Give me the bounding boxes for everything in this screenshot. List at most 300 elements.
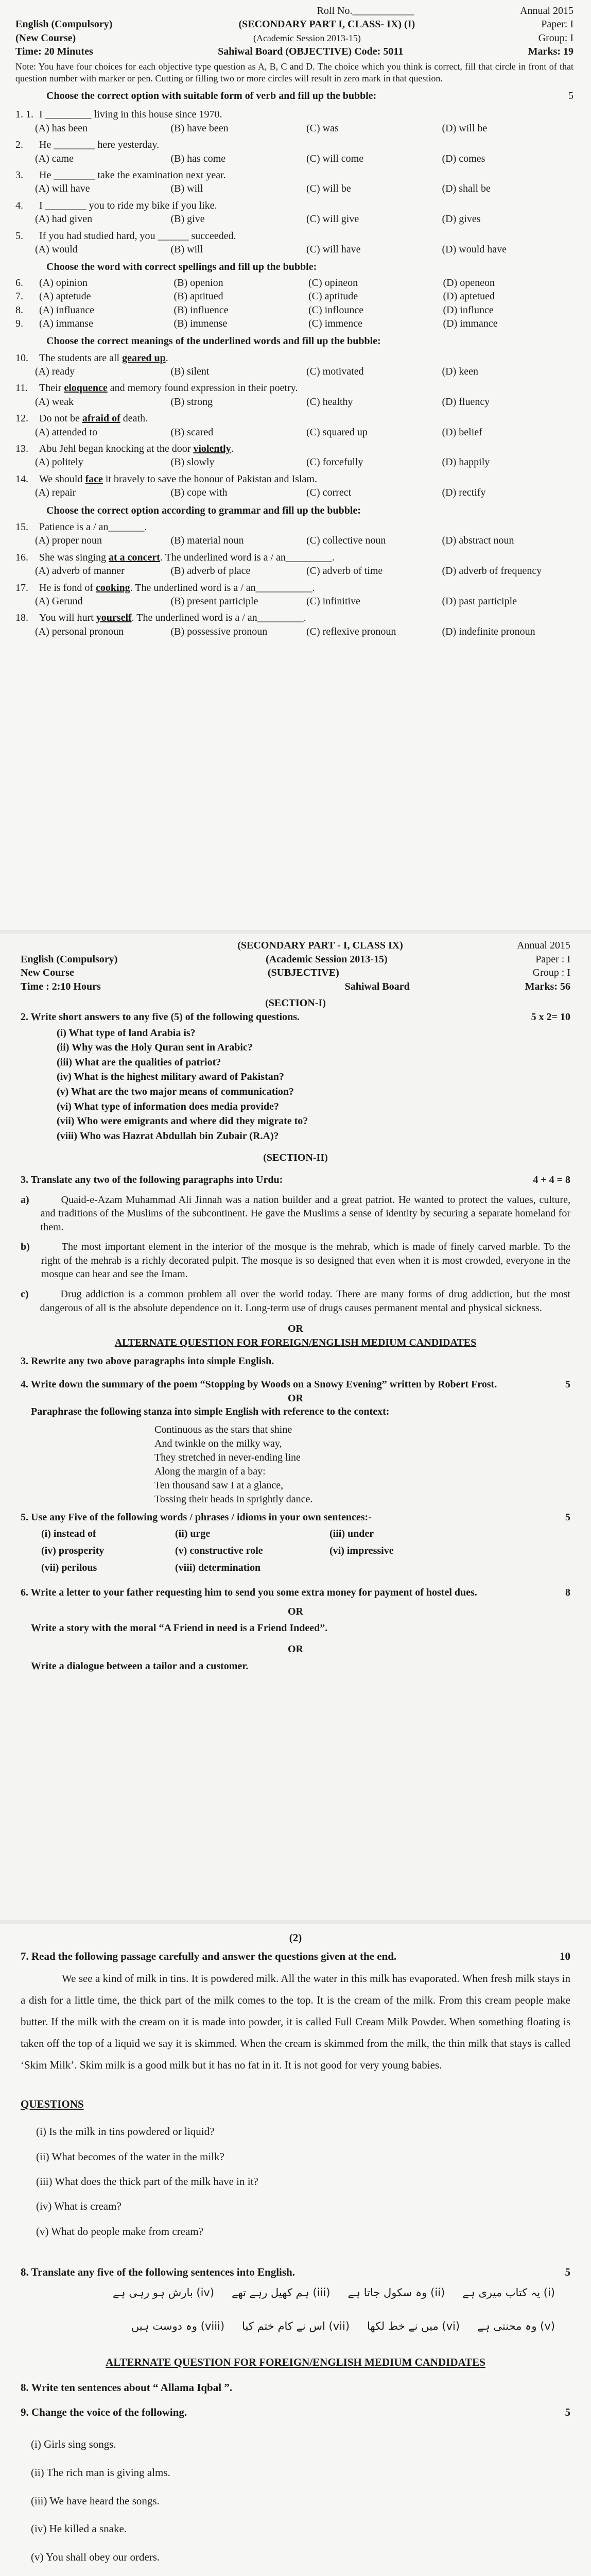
comprehension-question: (ii) What becomes of the water in the milk? [36, 2150, 224, 2163]
options-row [35, 365, 573, 378]
q5-text: 5. Use any Five of the following words / phrases / idioms in your own sentences:- [21, 1511, 372, 1523]
underlined-word: cooking [95, 582, 130, 594]
p2-group: Group : I [532, 967, 570, 979]
option: (D) gives [442, 213, 481, 225]
short-question: (v) What are the two major means of communication? [57, 1086, 294, 1097]
alt-q8: 8. Write ten sentences about “ Allama Iqbal ”. [21, 2381, 233, 2394]
idiom-list [41, 1527, 570, 1574]
question-number: 2. [15, 139, 23, 151]
short-question: (i) What type of land Arabia is? [57, 1027, 196, 1039]
question-number: 6. [15, 277, 23, 289]
subjective-page-2 [0, 1924, 591, 2576]
option: (D) immance [443, 317, 498, 329]
idiom-item: (vii) perilous [41, 1562, 97, 1573]
option: (A) immanse [39, 317, 93, 329]
option: (D) happily [442, 456, 490, 468]
objective-paper-page [0, 0, 591, 930]
question-number: 7. [15, 291, 23, 302]
direction-2: Choose the word with correct spellings and fill up the bubble: [46, 261, 317, 273]
urdu-sentence: (vii) اس نے کام ختم کیا [242, 2319, 350, 2332]
q7-heading [21, 1948, 570, 1964]
question-number: 15. [15, 521, 28, 533]
option: (B) material noun [170, 535, 244, 547]
mcq-item [15, 290, 573, 303]
verb-questions [15, 108, 573, 256]
option: (B) slowly [170, 456, 215, 468]
options-row [35, 122, 573, 135]
voice-sentence: (ii) The rich man is giving alms. [31, 2466, 170, 2479]
session: (Academic Session 2013-15) [253, 32, 361, 43]
q2-heading [21, 1010, 570, 1024]
question-number: 5. [15, 230, 23, 242]
mcq-stem [15, 581, 573, 595]
short-question: (vi) What type of information does media provide? [57, 1100, 280, 1112]
q4-or: OR [288, 1392, 303, 1404]
q3-marks: 4 + 4 = 8 [533, 1174, 570, 1185]
option: (D) abstract noun [442, 535, 514, 547]
question-text: You will hurt yourself. The underlined word is a / an_________. [39, 612, 306, 624]
option: (A) influance [39, 304, 95, 316]
group: Group: I [538, 32, 573, 44]
q2-list [57, 1026, 570, 1143]
poem-line: They stretched in never-ending line [154, 1451, 301, 1463]
option: (B) have been [170, 122, 229, 134]
mcq-item [15, 229, 573, 257]
option: (B) present participle [170, 595, 258, 607]
option: (B) scared [170, 426, 214, 438]
option: (C) motivated [306, 366, 364, 378]
option: (C) was [306, 122, 339, 134]
q4-text: 4. Write down the summary of the poem “Stopping by Woods on a Snowy Evening” written by Robert Frost. [21, 1379, 497, 1391]
options-row [35, 426, 573, 439]
grammar-questions [15, 520, 573, 638]
question-text: Patience is a / an_______. [39, 521, 147, 533]
spelling-questions [15, 276, 573, 331]
option: (A) came [35, 152, 74, 164]
short-question: (vii) Who were emigrants and where did they migrate to? [57, 1115, 308, 1127]
urdu-sentence: (viii) وہ دوست ہیں [131, 2319, 225, 2332]
q7-text: 7. Read the following passage carefully and answer the questions given at the end. [21, 1950, 397, 1963]
questions-list [36, 2119, 570, 2243]
poem-line: Ten thousand saw I at a glance, [154, 1479, 284, 1491]
idiom-item: (v) constructive role [175, 1545, 263, 1556]
option: (C) aptitude [308, 291, 358, 302]
mcq-item [15, 276, 573, 290]
mcq-item [15, 472, 573, 500]
option: (B) strong [170, 396, 213, 408]
option: (D) fluency [442, 396, 490, 408]
mcq-stem [15, 611, 573, 624]
comprehension-question: (v) What do people make from cream? [36, 2225, 203, 2238]
mcq-stem [15, 381, 573, 395]
options-row [35, 595, 573, 608]
option: (D) comes [442, 152, 485, 164]
option: (C) inflounce [308, 304, 364, 316]
question-text: The students are all geared up. [39, 352, 168, 364]
option: (D) openeon [443, 277, 495, 289]
option: (B) influence [173, 304, 229, 316]
translation-paragraph [21, 1193, 570, 1234]
options-row [35, 212, 573, 226]
comprehension-question: (iv) What is cream? [36, 2200, 121, 2213]
mcq-stem [15, 108, 573, 121]
poem-line: And twinkle on the milky way, [154, 1437, 282, 1449]
urdu-sentences [36, 2285, 555, 2334]
mcq-stem [15, 199, 573, 212]
mcq-item [15, 138, 573, 165]
urdu-sentence: (iii) ہم کھیل رہے تھے [232, 2286, 331, 2299]
question-number: 12. [15, 413, 28, 425]
p2-header-2 [21, 953, 570, 967]
question-number: 17. [15, 582, 28, 594]
question-number: 10. [15, 352, 28, 364]
p2-header-1 [21, 939, 570, 953]
reading-passage: We see a kind of milk in tins. It is powdered milk. All the water in this milk has evaporated. When fresh milk stays in a dish for a little time, the thick part of the milk comes to the top. It is the cream of the milk. From this cream people make butter. If the milk with the cream on it is made into powder, it is called Full Cream Milk Powder. When something floating is taken off the top of a liquid we say it is skimmed. When the cream is skimmed from the milk, the thin milk that stays is called ‘Skim Milk’. Skim milk is a good milk but it has no fat in it. It is not good for very young babies. [21, 1972, 570, 2071]
mcq-item [15, 199, 573, 226]
underlined-word: afraid of [82, 413, 120, 425]
underlined-word: violently [193, 443, 231, 455]
voice-sentence: (iv) He killed a snake. [31, 2522, 127, 2535]
option: (B) give [170, 213, 205, 225]
option: (D) rectify [442, 487, 486, 499]
option: (B) immense [173, 317, 228, 329]
paragraph-label: a) [21, 1194, 29, 1206]
q8-heading [21, 2264, 570, 2280]
alternate-heading: ALTERNATE QUESTION FOR FOREIGN/ENGLISH MEDIUM CANDIDATES [114, 1336, 477, 1348]
p2-new-course: New Course [21, 967, 74, 979]
option: (C) adverb of time [306, 565, 383, 577]
urdu-sentence: (iv) بارش ہو رہی ہے [112, 2286, 215, 2299]
idiom-item: (iii) under [329, 1528, 374, 1540]
option: (B) silent [170, 366, 210, 378]
options-row [35, 395, 573, 409]
question-number: 11. [15, 382, 28, 394]
q3-heading [21, 1173, 570, 1187]
roll-no: Roll No.____________ [317, 5, 414, 16]
idiom-item: (i) instead of [41, 1528, 96, 1540]
question-number: 16. [15, 551, 28, 563]
options-row [35, 455, 573, 469]
option: (C) squared up [306, 426, 368, 438]
meaning-questions [15, 351, 573, 500]
short-question: (viii) Who was Hazrat Abdullah bin Zubair (R.A)? [57, 1130, 279, 1142]
option: (A) Gerund [35, 595, 83, 607]
poem-stanza [154, 1423, 570, 1506]
options-row [15, 276, 573, 290]
question-number: 1. 1. [15, 109, 33, 121]
annual-label: Annual 2015 [520, 5, 573, 16]
time: Time: 20 Minutes [15, 46, 93, 58]
question-number: 14. [15, 473, 28, 485]
urdu-sentence: (v) وہ محنتی ہے [477, 2319, 555, 2332]
idiom-item: (vi) impressive [329, 1545, 394, 1556]
option: (A) personal pronoun [35, 625, 124, 637]
section-2-heading: (SECTION-II) [263, 1152, 328, 1164]
comprehension-question: (i) Is the milk in tins powdered or liquid? [36, 2125, 215, 2138]
option: (A) had given [35, 213, 93, 225]
question-number: 8. [15, 304, 23, 316]
poem-line: Continuous as the stars that shine [154, 1423, 292, 1435]
option: (C) healthy [306, 396, 353, 408]
q9-heading [21, 2404, 570, 2420]
mcq-stem [15, 442, 573, 455]
underlined-word: geared up [122, 352, 166, 364]
subject: English (Compulsory) [15, 19, 113, 30]
header-row-4 [15, 45, 573, 58]
p2-session: (Academic Session 2013-15) [265, 953, 388, 965]
urdu-sentence: (ii) وہ سکول جاتا ہے [347, 2286, 445, 2299]
paragraph-label: c) [21, 1289, 29, 1300]
questions-heading: QUESTIONS [21, 2097, 84, 2110]
option: (A) would [35, 243, 78, 255]
mcq-stem [15, 551, 573, 564]
option: (A) politely [35, 456, 83, 468]
option: (A) repair [35, 487, 76, 499]
paragraphs [21, 1193, 570, 1315]
subjective-paper-page [0, 934, 591, 1920]
option: (C) will come [306, 152, 364, 164]
q6-text: 6. Write a letter to your father requesting him to send you some extra money for payment of hostel dues. [21, 1587, 477, 1599]
options-row [35, 625, 573, 638]
short-question: (ii) Why was the Holy Quran sent in Arabic? [57, 1042, 253, 1054]
or-label: OR [288, 1323, 303, 1335]
q9-marks: 5 [565, 2405, 570, 2418]
option: (B) will [170, 243, 203, 255]
option: (B) has come [170, 152, 226, 164]
option: (C) will be [306, 183, 351, 195]
option: (A) proper noun [35, 535, 102, 547]
section-1-heading: (SECTION-I) [265, 997, 326, 1009]
p2-title: (SECONDARY PART - I, CLASS IX) [237, 940, 403, 951]
mcq-item [15, 168, 573, 196]
q6-heading [21, 1586, 570, 1600]
q6-story: Write a story with the moral “A Friend in need is a Friend Indeed”. [31, 1622, 328, 1634]
translation-paragraph [21, 1287, 570, 1315]
mcq-item [15, 551, 573, 578]
mcq-item [15, 581, 573, 608]
paragraph-text: Drug addiction is a common problem all over the world today. There are many forms of drug addiction, but the most dangerous of all is the absolute dependence on it. Long-term use of drugs causes permanent mental and physical sickness. [40, 1289, 570, 1314]
option: (D) adverb of frequency [442, 565, 542, 577]
question-text: Do not be afraid of death. [39, 413, 148, 425]
option: (D) would have [442, 243, 507, 255]
question-text: I _________ living in this house since 1970. [39, 109, 222, 121]
short-question: (iv) What is the highest military award of Pakistan? [57, 1071, 284, 1083]
direction-4: Choose the correct option according to grammar and fill up the bubble: [46, 504, 361, 516]
mcq-item [15, 351, 573, 379]
idiom-item: (viii) determination [175, 1562, 261, 1573]
option: (A) has been [35, 122, 88, 134]
p2-board: Sahiwal Board [344, 980, 410, 992]
q2-marks: 5 x 2= 10 [531, 1011, 570, 1023]
direction-3: Choose the correct meanings of the underlined words and fill up the bubble: [46, 335, 381, 347]
question-text: I ________ you to ride my bike if you like. [39, 199, 217, 211]
page-number: (2) [289, 1931, 302, 1944]
comprehension-question: (iii) What does the thick part of the milk have in it? [36, 2175, 258, 2188]
question-text: She was singing at a concert. The underlined word is a / an_________. [39, 551, 335, 563]
option: (A) will have [35, 183, 90, 195]
question-text: He is fond of cooking. The underlined word is a / an___________. [39, 582, 315, 594]
voice-sentence: (iii) We have heard the songs. [31, 2494, 160, 2507]
direction-1 [15, 85, 573, 105]
p2-header-4 [21, 980, 570, 994]
question-text: He ________ take the examination next year. [39, 170, 226, 181]
p2-time: Time : 2:10 Hours [21, 980, 101, 992]
option: (C) correct [306, 487, 352, 499]
options-row [35, 534, 573, 547]
options-row [35, 243, 573, 256]
option: (D) shall be [442, 183, 491, 195]
option: (D) indefinite pronoun [442, 625, 535, 637]
q2-text: 2. Write short answers to any five (5) of the following questions. [21, 1011, 300, 1023]
q9-text: 9. Change the voice of the following. [21, 2405, 187, 2418]
q5-heading [21, 1511, 570, 1524]
options-row [15, 317, 573, 330]
q6-or-2: OR [288, 1643, 303, 1655]
option: (A) aptetude [39, 291, 91, 302]
translation-paragraph [21, 1240, 570, 1281]
p2-paper: Paper : I [535, 953, 570, 965]
mcq-item [15, 108, 573, 135]
option: (D) keen [442, 366, 479, 378]
alt-q3: 3. Rewrite any two above paragraphs into simple English. [21, 1355, 274, 1367]
option: (D) aptetued [443, 291, 495, 302]
poem-line: Along the margin of a bay: [154, 1465, 266, 1477]
option: (A) opinion [39, 277, 88, 289]
option: (C) immence [308, 317, 362, 329]
direction-marks: 5 [568, 90, 573, 102]
q6-dialogue: Write a dialogue between a tailor and a customer. [31, 1660, 249, 1672]
option: (A) weak [35, 396, 74, 408]
option: (D) will be [442, 122, 488, 134]
header-row-1 [15, 4, 573, 18]
idiom-item [329, 1561, 484, 1575]
voice-list [31, 2430, 570, 2571]
question-number: 9. [15, 317, 23, 329]
q8-text: 8. Translate any five of the following sentences into English. [21, 2265, 295, 2278]
q5-marks: 5 [565, 1511, 570, 1523]
option: (D) influnce [443, 304, 494, 316]
option: (A) adverb of manner [35, 565, 125, 577]
q4-heading [21, 1378, 570, 1392]
mcq-stem [15, 472, 573, 486]
p2-subject: English (Compulsory) [21, 953, 118, 965]
option: (B) adverb of place [170, 565, 251, 577]
question-number: 18. [15, 612, 28, 624]
paragraph-text: The most important element in the interior of the mosque is the mehrab, which is made of finely carved marble. To the right of the mehrab is a richly decorated pulpit. The mosque is so designed that even when it is most crowded, everyone in the mosque can hear and see the Imam. [41, 1241, 570, 1280]
underlined-word: yourself [96, 612, 132, 624]
instructions-note: Note: You have four choices for each objective type question as A, B, C and D. The choice which you think is correct, fill that circle in front of that question number with marker or pen. Cutting or filling two or more circles will result in zero mark in that question. [15, 61, 573, 84]
mcq-item [15, 412, 573, 439]
q6-or-1: OR [288, 1605, 303, 1617]
q7-marks: 10 [560, 1950, 570, 1963]
header-row-2 [15, 18, 573, 31]
mcq-item [15, 381, 573, 409]
new-course: (New Course) [15, 32, 76, 44]
underlined-word: eloquence [64, 382, 108, 394]
options-row [15, 303, 573, 317]
mcq-stem [15, 138, 573, 151]
option: (C) forcefully [306, 456, 363, 468]
q4-marks: 5 [565, 1379, 570, 1391]
option: (C) will give [306, 213, 359, 225]
p2-annual: Annual 2015 [517, 940, 570, 951]
mcq-item [15, 303, 573, 317]
short-question: (iii) What are the qualities of patriot? [57, 1056, 221, 1068]
mcq-stem [15, 168, 573, 182]
question-text: He ________ here yesterday. [39, 139, 160, 151]
option: (D) belief [442, 426, 482, 438]
paper-title: (SECONDARY PART I, CLASS- IX) (I) [238, 19, 415, 30]
option: (C) will have [306, 243, 361, 255]
option: (A) attended to [35, 426, 98, 438]
board-code: Sahiwal Board (OBJECTIVE) Code: 5011 [218, 46, 404, 58]
mcq-item [15, 317, 573, 330]
q4-or-heading: Paraphrase the following stanza into simple English with reference to the context: [31, 1406, 390, 1418]
option: (C) infinitive [306, 595, 360, 607]
p2-marks: Marks: 56 [525, 980, 570, 992]
options-row [35, 182, 573, 195]
question-number: 3. [15, 170, 23, 181]
mcq-stem [15, 520, 573, 534]
options-row [35, 564, 573, 578]
paper-number: Paper: I [541, 19, 573, 30]
mcq-stem [15, 229, 573, 243]
underlined-word: at a concert [109, 551, 160, 563]
q6-marks: 8 [565, 1587, 570, 1599]
poem-line: Tossing their heads in sprightly dance. [154, 1493, 313, 1505]
paragraph-label: b) [21, 1241, 30, 1253]
header-row-3 [15, 31, 573, 45]
voice-sentence: (v) You shall obey our orders. [31, 2550, 160, 2563]
p2-header-3 [21, 966, 570, 980]
question-text: If you had studied hard, you ______ succeeded. [39, 230, 236, 242]
option: (B) will [170, 183, 203, 195]
question-text: Their eloquence and memory found expression in their poetry. [39, 382, 298, 394]
p3-alternate-heading: ALTERNATE QUESTION FOR FOREIGN/ENGLISH MEDIUM CANDIDATES [106, 2356, 485, 2369]
question-number: 4. [15, 199, 23, 211]
option: (B) aptitued [173, 291, 223, 302]
marks: Marks: 19 [528, 46, 573, 58]
p2-subjective: (SUBJECTIVE) [267, 967, 339, 979]
options-row [35, 152, 573, 165]
option: (B) possessive pronoun [170, 625, 268, 637]
underlined-word: face [85, 473, 103, 485]
urdu-sentence: (i) یہ کتاب میری ہے [462, 2286, 555, 2299]
direction-text: Choose the correct option with suitable form of verb and fill up the bubble: [46, 90, 377, 102]
options-row [15, 290, 573, 303]
q8-marks: 5 [565, 2265, 570, 2278]
option: (A) ready [35, 366, 75, 378]
paragraph-text: Quaid-e-Azam Muhammad Ali Jinnah was a nation builder and a great patriot. He wanted to protect the values, culture, and traditions of the Muslims of the subcontinent. He gave the Muslims a sense of identity by securing a separate homeland for them. [40, 1194, 570, 1233]
question-number: 13. [15, 443, 28, 455]
options-row [35, 486, 573, 499]
option: (B) cope with [170, 487, 228, 499]
option: (B) openion [173, 277, 223, 289]
mcq-item [15, 442, 573, 469]
urdu-sentence: (vi) میں نے خط لکھا [367, 2319, 460, 2332]
option: (C) opineon [308, 277, 358, 289]
q3-text: 3. Translate any two of the following paragraphs into Urdu: [21, 1174, 283, 1185]
mcq-stem [15, 351, 573, 365]
mcq-item [15, 520, 573, 548]
question-text: We should face it bravely to save the honour of Pakistan and Islam. [39, 473, 317, 485]
option: (D) past participle [442, 595, 517, 607]
option: (C) reflexive pronoun [306, 625, 396, 637]
question-text: Abu Jehl began knocking at the door violently. [39, 443, 234, 455]
mcq-item [15, 611, 573, 638]
idiom-item: (ii) urge [175, 1528, 211, 1540]
idiom-item: (iv) prosperity [41, 1545, 105, 1556]
